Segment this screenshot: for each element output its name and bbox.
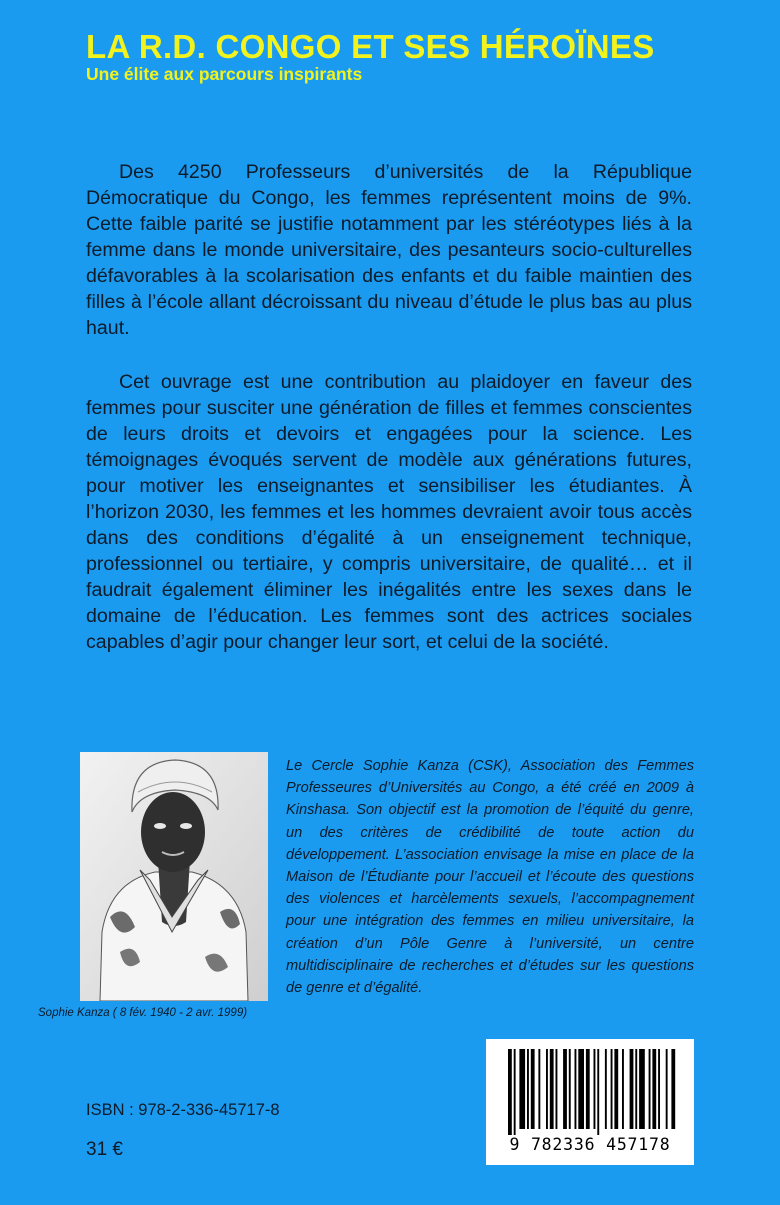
barcode-bar	[666, 1049, 668, 1129]
price-label: 31 €	[86, 1139, 123, 1160]
book-subtitle: Une élite aux parcours inspirants	[86, 64, 363, 84]
isbn-label: ISBN : 978-2-336-45717-8	[86, 1101, 280, 1119]
barcode-bar	[514, 1049, 516, 1135]
barcode-bar	[563, 1049, 567, 1129]
barcode-bar	[575, 1049, 577, 1129]
barcode-bar	[550, 1049, 554, 1129]
portrait-photo	[80, 752, 268, 1001]
association-description: Le Cercle Sophie Kanza (CSK), Association des Femmes Professeures d’Universités au Congo, a été créé en 2009 à Kinshasa. Son objectif est la promotion de l’équité du genre, un des critères de crédibilité de toute action du développement. L’association envisage la mise en place de la Maison de l’Étudiante pour l’accueil et l’écoute des questions des violences et harcèlements sexuels, l’accompagnement pour une intégration des femmes en milieu universitaire, la création d’un Pôle Genre à l’université, un centre multidisciplinaire de recherches et d’études sur les questions de genre et d’égalité.	[286, 758, 694, 997]
summary-paragraph-1: Des 4250 Professeurs d’universités de la République Démocratique du Congo, les femmes représentent moins de 9%. Cette faible parité se justifie notamment par les stéréotypes liés à la femme dans le monde universitaire, des pesanteurs socio-culturelles défavorables à la scolarisation des enfants et du faible maintien des filles à l’école allant décroissant du niveau d’étude le plus bas au plus haut.	[86, 161, 692, 339]
barcode-bar	[630, 1049, 634, 1129]
barcode-bar	[519, 1049, 525, 1129]
barcode	[486, 1039, 694, 1165]
barcode-bar	[531, 1049, 535, 1129]
barcode-bar	[671, 1049, 675, 1129]
barcode-bar	[614, 1049, 618, 1129]
barcode-bar	[652, 1049, 656, 1129]
barcode-bar	[639, 1049, 645, 1129]
photo-caption: Sophie Kanza ( 8 fév. 1940 - 2 avr. 1999)	[38, 1007, 248, 1019]
barcode-bar	[508, 1049, 512, 1135]
barcode-bar	[605, 1049, 607, 1129]
barcode-bar	[594, 1049, 596, 1129]
barcode-bar	[527, 1049, 529, 1129]
barcode-bar	[635, 1049, 637, 1129]
book-title: LA R.D. CONGO ET SES HÉROÏNES	[86, 28, 655, 65]
barcode-bar	[538, 1049, 540, 1129]
barcode-digits: 9 782336 457178	[509, 1135, 671, 1154]
summary-paragraph-2: Cet ouvrage est une contribution au plaidoyer en faveur des femmes pour susciter une génération de filles et femmes conscientes de leurs droits et devoirs et engagées pour la science. Les témoignages évoqués servent de modèle aux générations futures, pour motiver les enseignantes et sensibiliser les étudiantes. À l’horizon 2030, les femmes et les hommes devraient avoir tous accès dans des conditions d’égalité à un enseignement technique, professionnel ou tertiaire, y compris universitaire, de qualité… et il faudrait également éliminer les inégalités entre les sexes dans le domaine de l’éducation. Les femmes sont des actrices sociales capables d’agir pour changer leur sort, et celui de la société.	[86, 371, 692, 653]
barcode-bar	[658, 1049, 660, 1129]
barcode-bar	[556, 1049, 558, 1129]
barcode-bar	[569, 1049, 571, 1129]
barcode-bar	[578, 1049, 584, 1129]
barcode-bar	[649, 1049, 651, 1129]
barcode-bar	[586, 1049, 590, 1129]
barcode-bar	[622, 1049, 624, 1129]
barcode-bar	[597, 1049, 599, 1135]
barcode-bar	[611, 1049, 613, 1129]
barcode-bar	[546, 1049, 548, 1129]
